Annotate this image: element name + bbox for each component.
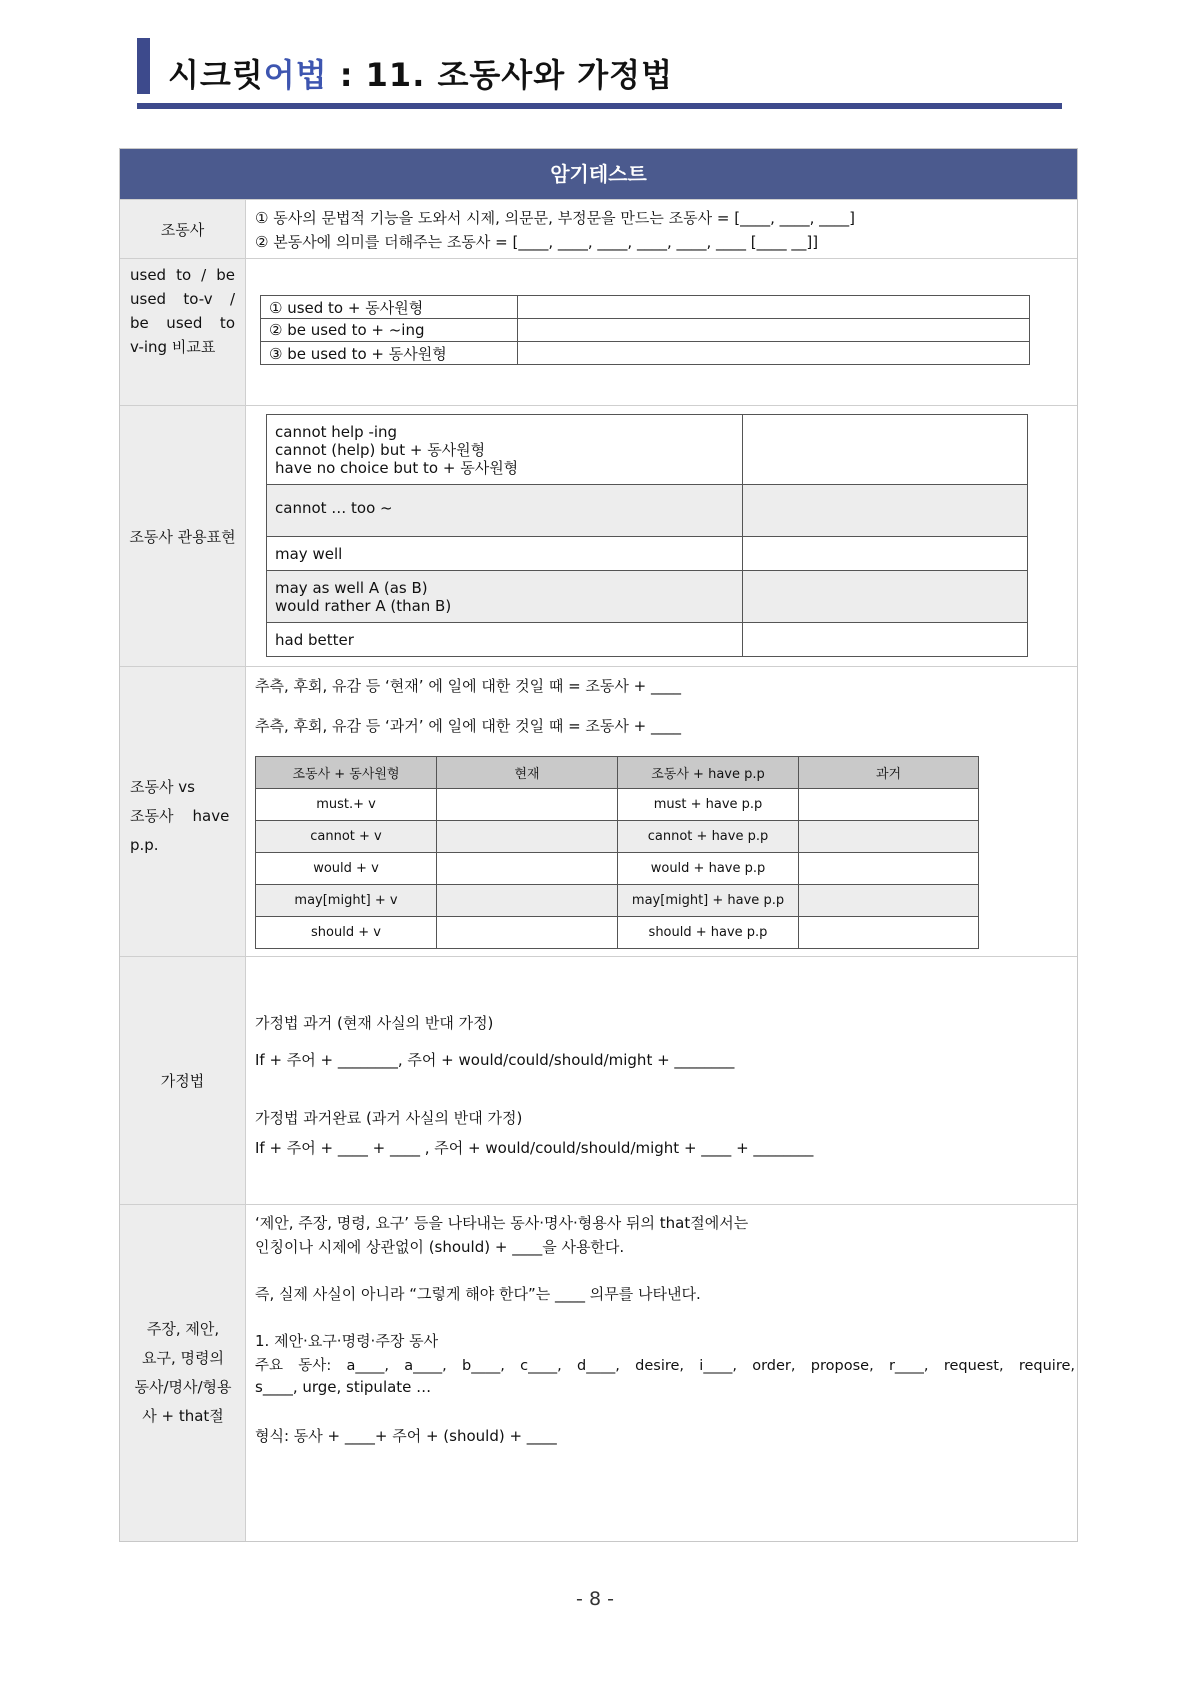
answer-cell: [518, 342, 1030, 365]
column-header: 조동사 + have p.p: [618, 757, 799, 789]
column-header: 과거: [799, 757, 979, 789]
table-cell: must.+ v: [256, 789, 437, 821]
subjunctive-past-perfect-formula: If + 주어 + ____ + ____ , 주어 + would/could/should/might + ____ + ________: [255, 1139, 814, 1157]
row-label: 가정법: [120, 957, 246, 1204]
table-cell: [437, 917, 618, 949]
row-label: 조동사 관용표현: [120, 406, 246, 666]
table-row: [256, 789, 979, 821]
table-row: [267, 485, 1028, 537]
page-number: - 8 -: [576, 1588, 614, 1610]
table-cell: would + v: [256, 853, 437, 885]
table-cell: may[might] + have p.p: [618, 885, 799, 917]
item-label: ① used to + 동사원형: [261, 296, 518, 319]
table-cell: must + have p.p: [618, 789, 799, 821]
row-modal: [120, 199, 1077, 258]
answer-cell: [743, 571, 1028, 623]
table-row: [261, 319, 1030, 342]
row-label: 조동사: [120, 200, 246, 258]
that-clause-line-3: 즉, 실제 사실이 아니라 “그렇게 해야 한다”는 ____ 의무를 나타낸다.: [255, 1285, 701, 1303]
page-title: 시크릿어법 : 11. 조동사와 가정법: [168, 56, 674, 94]
that-clause-line-1: ‘제안, 주장, 명령, 요구’ 등을 나타내는 동사·명사·형용사 뒤의 that절에서는: [255, 1214, 749, 1232]
table-row: [256, 821, 979, 853]
table-cell: would + have p.p: [618, 853, 799, 885]
answer-cell: [518, 296, 1030, 319]
modal-tense-table: [255, 756, 979, 949]
table-row: [267, 537, 1028, 571]
that-clause-line-7: 형식: 동사 + ____+ 주어 + (should) + ____: [255, 1427, 557, 1445]
modal-line-1: ① 동사의 문법적 기능을 도와서 시제, 의문문, 부정문을 만드는 조동사 = [____, ____, ____]: [255, 209, 856, 227]
row-used-to: [120, 258, 1077, 405]
table-cell: [799, 885, 979, 917]
idiom-cell: cannot … too ~: [267, 485, 743, 537]
item-label: ② be used to + ~ing: [261, 319, 518, 342]
item-label: ③ be used to + 동사원형: [261, 342, 518, 365]
table-row: [256, 853, 979, 885]
table-row: [267, 415, 1028, 485]
table-row: [256, 885, 979, 917]
table-cell: [437, 821, 618, 853]
answer-cell: [743, 415, 1028, 485]
idiom-cell: may as well A (as B) would rather A (than B): [267, 571, 743, 623]
table-cell: may[might] + v: [256, 885, 437, 917]
table-row: [267, 571, 1028, 623]
answer-cell: [743, 485, 1028, 537]
table-cell: [799, 789, 979, 821]
memory-test-heading: 암기테스트: [120, 149, 1077, 199]
answer-cell: [743, 623, 1028, 657]
idioms-table: [266, 414, 1028, 657]
table-cell: should + have p.p: [618, 917, 799, 949]
that-clause-line-2: 인칭이나 시제에 상관없이 (should) + ____을 사용한다.: [255, 1238, 625, 1256]
row-label: used to / be used to-v / be used to v-ing 비교표: [120, 259, 246, 405]
vs-line-1: 추측, 후회, 유감 등 ‘현재’ 에 일에 대한 것일 때 = 조동사 + ____: [255, 677, 681, 695]
that-clause-line-4: 1. 제안·요구·명령·주장 동사: [255, 1332, 439, 1350]
table-cell: [799, 821, 979, 853]
column-header: 현재: [437, 757, 618, 789]
table-row: [256, 917, 979, 949]
vs-line-2: 추측, 후회, 유감 등 ‘과거’ 에 일에 대한 것일 때 = 조동사 + ____: [255, 717, 681, 735]
subjunctive-past-formula: If + 주어 + ________, 주어 + would/could/should/might + ________: [255, 1051, 735, 1069]
answer-cell: [743, 537, 1028, 571]
table-row: [261, 342, 1030, 365]
idiom-cell: had better: [267, 623, 743, 657]
table-cell: [437, 789, 618, 821]
table-cell: [437, 853, 618, 885]
row-label: 조동사 vs 조동사 have p.p.: [120, 667, 246, 956]
answer-cell: [518, 319, 1030, 342]
memory-test-table: [119, 148, 1078, 1542]
table-cell: [799, 853, 979, 885]
row-subjunctive: [120, 956, 1077, 1204]
table-header-row: [256, 757, 979, 789]
subjunctive-past-title: 가정법 과거 (현재 사실의 반대 가정): [255, 1014, 494, 1032]
table-cell: cannot + have p.p: [618, 821, 799, 853]
title-accent-bar: [137, 38, 150, 94]
row-modal-vs-perfect: [120, 666, 1077, 956]
table-cell: should + v: [256, 917, 437, 949]
row-that-clause: [120, 1204, 1077, 1541]
title-underline: [137, 103, 1062, 109]
used-to-compare-table: [260, 295, 1030, 365]
idiom-cell: may well: [267, 537, 743, 571]
that-clause-line-6: s____, urge, stipulate …: [255, 1378, 432, 1396]
idiom-cell: cannot help -ing cannot (help) but + 동사원형 have no choice but to + 동사원형: [267, 415, 743, 485]
modal-line-2: ② 본동사에 의미를 더해주는 조동사 = [____, ____, ____, ____, ____, ____ [____ __]]: [255, 233, 819, 251]
row-label: 주장, 제안, 요구, 명령의 동사/명사/형용 사 + that절: [120, 1205, 246, 1541]
table-row: [261, 296, 1030, 319]
table-row: [267, 623, 1028, 657]
table-cell: [799, 917, 979, 949]
that-clause-line-5: 주요 동사: a____, a____, b____, c____, d____, desire, i____, order, propose, r____, request, require,: [255, 1358, 1075, 1374]
row-idioms: [120, 405, 1077, 666]
table-cell: cannot + v: [256, 821, 437, 853]
subjunctive-past-perfect-title: 가정법 과거완료 (과거 사실의 반대 가정): [255, 1109, 523, 1127]
column-header: 조동사 + 동사원형: [256, 757, 437, 789]
table-cell: [437, 885, 618, 917]
